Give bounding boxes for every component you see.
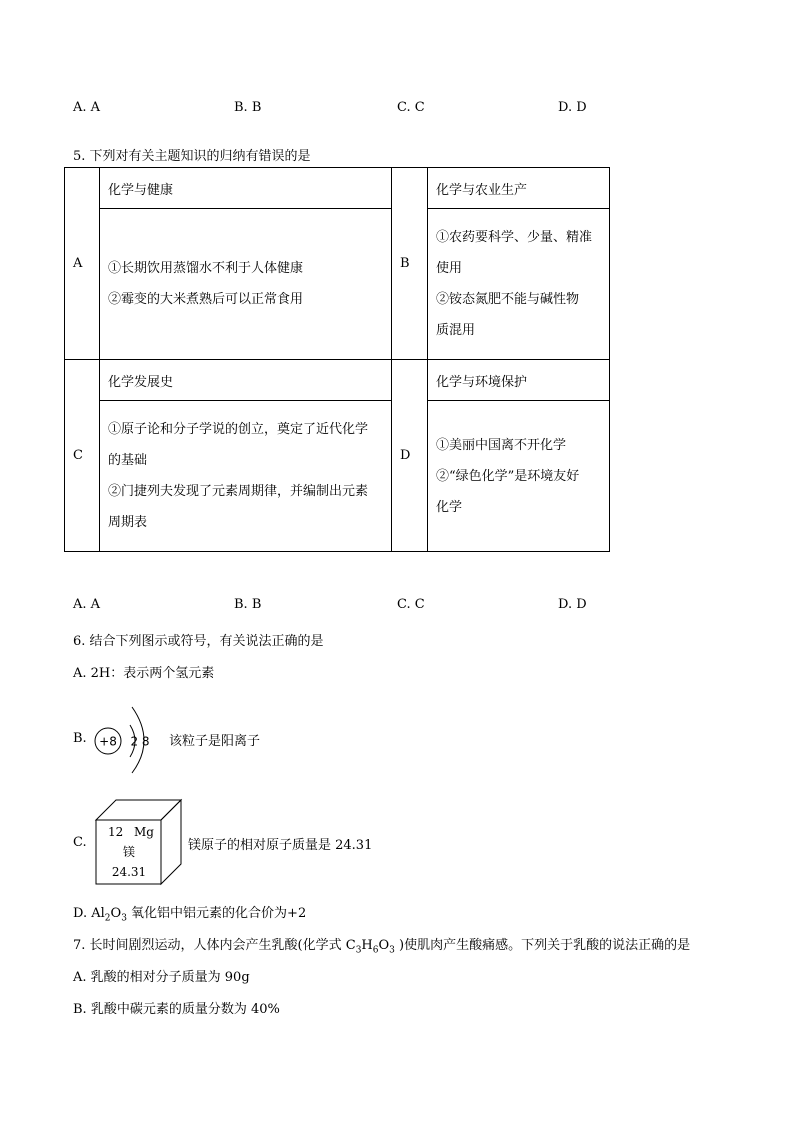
q4-option-d[interactable]: D. D bbox=[558, 100, 587, 115]
element-atomic-number: 12 bbox=[108, 825, 124, 839]
q5-cell-a-line: ②霉变的大米煮熟后可以正常食用 bbox=[108, 292, 304, 307]
q5-option-c[interactable]: C. C bbox=[397, 597, 425, 612]
q6-option-d-mid: O bbox=[110, 906, 122, 921]
q5-cell-c-body bbox=[100, 401, 392, 552]
q7-question-suffix: )使肌肉产生酸痛感。下列关于乳酸的说法正确的是 bbox=[394, 938, 691, 953]
nucleus-charge: +8 bbox=[99, 734, 117, 749]
q6-option-d-prefix: D. Al bbox=[73, 906, 105, 921]
q5-cell-d-line: ②“绿色化学”是环境友好 bbox=[436, 468, 580, 484]
q5-cell-a-heading: 化学与健康 bbox=[100, 168, 392, 209]
q5-table bbox=[64, 167, 610, 552]
q5-cell-c-line: 周期表 bbox=[108, 515, 148, 530]
q5-cell-d-line: 化学 bbox=[436, 499, 463, 515]
q5-cell-d-heading: 化学与环境保护 bbox=[428, 360, 610, 401]
atom-structure-diagram bbox=[92, 705, 160, 775]
cube-top-face bbox=[96, 800, 181, 820]
q5-cell-a-line: ①长期饮用蒸馏水不利于人体健康 bbox=[108, 261, 304, 276]
q6-option-d-text: 氧化铝中铝元素的化合价为+2 bbox=[126, 906, 307, 921]
q5-cell-b-letter: B bbox=[392, 168, 428, 360]
q6-question: 6. 结合下列图示或符号，有关说法正确的是 bbox=[73, 634, 324, 649]
q4-option-c[interactable]: C. C bbox=[397, 100, 425, 115]
q4-option-b[interactable]: B. B bbox=[234, 100, 262, 115]
formula-element: O bbox=[378, 938, 390, 953]
q5-cell-c-line: 的基础 bbox=[108, 453, 148, 468]
q7-question-prefix: 7. 长时间剧烈运动，人体内会产生乳酸(化学式 C bbox=[73, 938, 356, 953]
q6-option-a[interactable]: A. 2H：表示两个氢元素 bbox=[73, 666, 215, 681]
subscript: 6 bbox=[372, 945, 379, 956]
q5-cell-b-line: 使用 bbox=[436, 261, 463, 276]
q5-cell-c-letter: C bbox=[65, 360, 100, 552]
q7-question bbox=[73, 934, 691, 956]
q5-option-a[interactable]: A. A bbox=[73, 597, 101, 612]
q5-cell-b-heading: 化学与农业生产 bbox=[428, 168, 610, 209]
q5-cell-b-line: 质混用 bbox=[436, 323, 476, 338]
q5-cell-d-letter: D bbox=[392, 360, 428, 552]
q5-option-d[interactable]: D. D bbox=[558, 597, 587, 612]
electron-shells: 2 8 bbox=[130, 734, 150, 749]
q5-cell-a-body bbox=[100, 209, 392, 360]
q6-option-b-text: 该粒子是阳离子 bbox=[169, 734, 261, 749]
element-name: 镁 bbox=[122, 845, 136, 859]
q5-cell-d-body bbox=[428, 401, 610, 552]
element-symbol: Mg bbox=[134, 825, 154, 839]
q5-cell-b-line: ①农药要科学、少量、精准 bbox=[436, 230, 593, 245]
q7-option-b[interactable]: B. 乳酸中碳元素的质量分数为 40% bbox=[73, 1002, 280, 1017]
subscript: 3 bbox=[121, 913, 127, 924]
q5-cell-c-line: ②门捷列夫发现了元素周期律，并编制出元素 bbox=[108, 484, 369, 499]
q6-option-c-text: 镁原子的相对原子质量是 24.31 bbox=[188, 838, 373, 853]
q5-cell-c-line: ①原子论和分子学说的创立，奠定了近代化学 bbox=[108, 422, 369, 437]
q6-option-c-label[interactable]: C. bbox=[73, 835, 87, 850]
subscript: 2 bbox=[104, 913, 111, 924]
q5-question: 5. 下列对有关主题知识的归纳有错误的是 bbox=[73, 149, 311, 164]
q5-cell-b-line: ②铵态氮肥不能与碱性物 bbox=[436, 292, 580, 307]
element-cube-diagram bbox=[94, 798, 184, 886]
element-atomic-mass: 24.31 bbox=[111, 865, 147, 879]
q5-option-b[interactable]: B. B bbox=[234, 597, 262, 612]
q5-cell-c-heading: 化学发展史 bbox=[100, 360, 392, 401]
q5-cell-b-body bbox=[428, 209, 610, 360]
cube-side-face bbox=[161, 800, 181, 884]
q6-option-d[interactable] bbox=[73, 902, 307, 924]
q5-cell-a-letter: A bbox=[65, 168, 100, 360]
q7-option-a[interactable]: A. 乳酸的相对分子质量为 90g bbox=[73, 970, 250, 985]
subscript: 3 bbox=[389, 945, 395, 956]
q6-option-b-label[interactable]: B. bbox=[73, 731, 87, 746]
subscript: 3 bbox=[355, 945, 362, 956]
q4-option-a[interactable]: A. A bbox=[73, 100, 101, 115]
formula-element: H bbox=[361, 938, 373, 953]
q5-cell-d-line: ①美丽中国离不开化学 bbox=[436, 437, 567, 453]
